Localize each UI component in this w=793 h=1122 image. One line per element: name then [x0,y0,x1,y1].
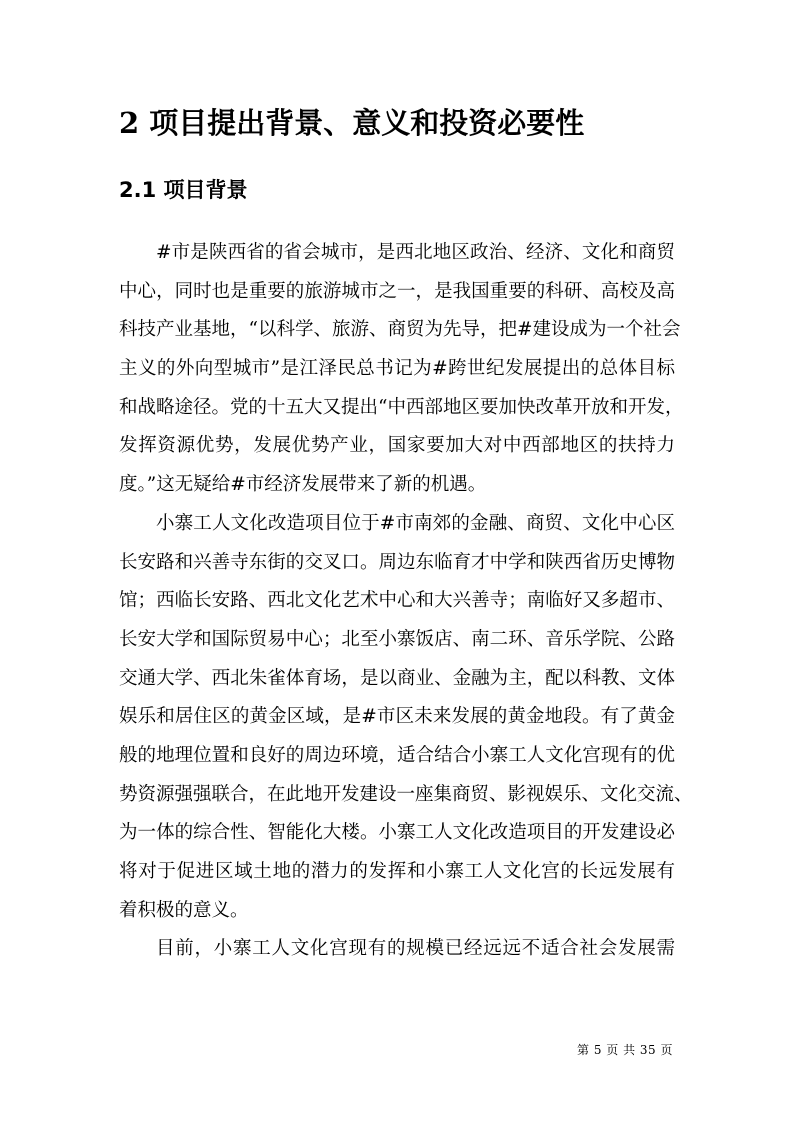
paragraph-line: 长安大学和国际贸易中心；北至小寨饭店、南二环、音乐学院、公路 [119,628,675,650]
paragraph-line: 长安路和兴善寺东街的交叉口。周边东临育才中学和陕西省历史博物 [119,551,675,573]
paragraph-line: 科技产业基地，“以科学、旅游、商贸为先导，把#建设成为一个社会 [119,319,681,341]
paragraph-line: 着积极的意义。 [119,899,249,921]
paragraph-line: #市是陕西省的省会城市，是西北地区政治、经济、文化和商贸 [156,242,675,263]
paragraph-line: 为一体的综合性、智能化大楼。小寨工人文化改造项目的开发建设必 [119,822,675,844]
paragraph-line: 势资源强强联合，在此地开发建设一座集商贸、影视娱乐、文化交流、 [119,783,693,805]
paragraph-line: 小寨工人文化改造项目位于#市南郊的金融、商贸、文化中心区 [156,512,675,534]
chapter-heading: 2 项目提出背景、意义和投资必要性 [119,106,585,140]
paragraph-line: 般的地理位置和良好的周边环境，适合结合小寨工人文化宫现有的优 [119,744,675,766]
paragraph-line: 度。”这无疑给#市经济发展带来了新的机遇。 [119,474,487,496]
paragraph-line: 主义的外向型城市”是江泽民总书记为#跨世纪发展提出的总体目标 [119,358,675,380]
paragraph-line: 和战略途径。党的十五大又提出“中西部地区要加快改革开放和开发， [119,396,684,418]
paragraph-line: 馆；西临长安路、西北文化艺术中心和大兴善寺；南临好又多超市、 [119,590,675,612]
section-heading: 2.1 项目背景 [119,178,248,202]
paragraph-line: 发挥资源优势，发展优势产业，国家要加大对中西部地区的扶持力 [119,435,675,457]
body-text [119,234,693,969]
paragraph-line: 中心，同时也是重要的旅游城市之一，是我国重要的科研、高校及高 [119,280,675,302]
page-number-footer: 第 5 页 共 35 页 [577,1043,673,1057]
paragraph-line: 交通大学、西北朱雀体育场，是以商业、金融为主，配以科教、文体 [119,667,675,689]
paragraph-line: 将对于促进区域土地的潜力的发挥和小寨工人文化宫的长远发展有 [119,861,675,882]
paragraph-line: 目前，小寨工人文化宫现有的规模已经远远不适合社会发展需 [156,938,675,960]
paragraph-line: 娱乐和居住区的黄金区域，是#市区未来发展的黄金地段。有了黄金 [119,706,675,728]
